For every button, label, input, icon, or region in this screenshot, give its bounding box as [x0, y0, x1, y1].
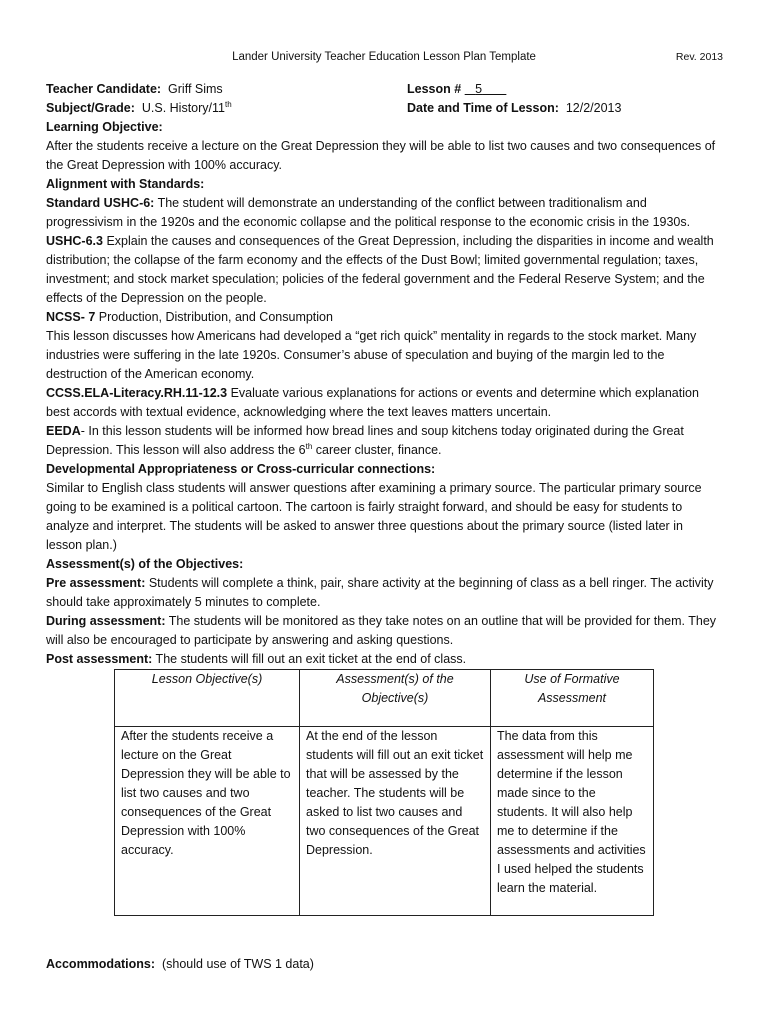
table-header-cell: Lesson Objective(s): [115, 670, 300, 727]
objective-text: After the students receive a lecture on the Great Depression they will be able to list two causes and two consequences of the Great Depression with 100% accuracy.: [46, 139, 716, 172]
teacher-value: Griff Sims: [168, 82, 223, 96]
post-assessment: Post assessment: The students will fill out an exit ticket at the end of class.: [46, 652, 467, 666]
table-header-cell: Use of Formative Assessment: [491, 670, 654, 727]
info-row-2: [46, 99, 722, 118]
teacher-label: Teacher Candidate:: [46, 82, 162, 96]
lesson-label: Lesson #: [407, 82, 462, 96]
assessment-heading: Assessment(s) of the Objectives:: [46, 557, 244, 571]
subject-label: Subject/Grade:: [46, 101, 135, 115]
standard-ncss-7: NCSS- 7 Production, Distribution, and Consumption: [46, 310, 333, 324]
table-cell: The data from this assessment will help me determine if the lesson made since to the students. It will also help me to determine if the assessments and activities I used helped the students learn the material.: [491, 727, 654, 916]
table-cell: After the students receive a lecture on the Great Depression they will be able to list two causes and two consequences of the Great Depression with 100% accuracy.: [115, 727, 300, 916]
revision-label: Rev. 2013: [675, 51, 723, 63]
table-cell: At the end of the lesson students will fill out an exit ticket that will be assessed by the teacher. The students will be asked to list two causes and two consequences of the Great Depression.: [300, 727, 491, 916]
date-value: 12/2/2013: [565, 101, 622, 115]
developmental-heading: Developmental Appropriateness or Cross-curricular connections:: [46, 462, 436, 476]
standard-eeda: EEDA- In this lesson students will be informed how bread lines and soup kitchens today originated during the Great Depression. This lesson will also address the 6th career cluster, finance.: [46, 424, 684, 457]
date-label: Date and Time of Lesson:: [407, 101, 559, 115]
accommodations: Accommodations: (should use of TWS 1 data): [46, 957, 314, 971]
subject-value: U.S. History/11: [141, 101, 225, 115]
standards-heading: Alignment with Standards:: [46, 177, 205, 191]
objective-heading: Learning Objective:: [46, 120, 163, 134]
objectives-table: [114, 669, 654, 916]
lesson-number: 5: [475, 82, 483, 96]
lesson-plan-body: [46, 80, 722, 916]
standard-ccss: CCSS.ELA-Literacy.RH.11-12.3 Evaluate various explanations for actions or events and determine which explanation best accords with textual evidence, acknowledging where the text leaves matters uncertain.: [46, 386, 699, 419]
page-header: [0, 48, 768, 66]
table-row: [115, 727, 654, 916]
ncss-description: This lesson discusses how Americans had developed a “get rich quick” mentality in regards to the stock market. Many industries were suffering in the late 1920s. Consumer’s abuse of speculation and buying of the margin led to the destruction of the American economy.: [46, 329, 697, 381]
table-header-row: [115, 670, 654, 727]
pre-assessment: Pre assessment: Students will complete a think, pair, share activity at the beginning of class as a bell ringer. The activity should take approximately 5 minutes to complete.: [46, 576, 714, 609]
standard-ushc-6: Standard USHC-6: The student will demonstrate an understanding of the conflict between traditionalism and progressivism in the 1920s and the economic collapse and the political response to the economic crisis in the 1930s.: [46, 196, 691, 229]
info-row-1: [46, 80, 722, 99]
during-assessment: During assessment: The students will be monitored as they take notes on an outline that will be provided for them. They will also be encouraged to participate by answering and asking questions.: [46, 614, 717, 647]
table-header-cell: Assessment(s) of the Objective(s): [300, 670, 491, 727]
standard-ushc-6-3: USHC-6.3 Explain the causes and consequences of the Great Depression, including the disparities in income and wealth distribution; the collapse of the farm economy and the effects of the Dust Bowl; limited governmental regulation; taxes, investment; and stock market speculation; policies of the federal government and the Federal Reserve System; and the effects of the Depression on the people.: [46, 234, 714, 305]
document-title: Lander University Teacher Education Lesson Plan Template: [232, 51, 536, 63]
developmental-text: Similar to English class students will answer questions after examining a primary source. The particular primary source going to be examined is a political cartoon. The cartoon is fairly straight forward, and should be easy for students to analyze and interpret. The students will be asked to answer three questions about the primary source (listed later in lesson plan.): [46, 481, 702, 552]
subject-sup: th: [225, 99, 232, 109]
